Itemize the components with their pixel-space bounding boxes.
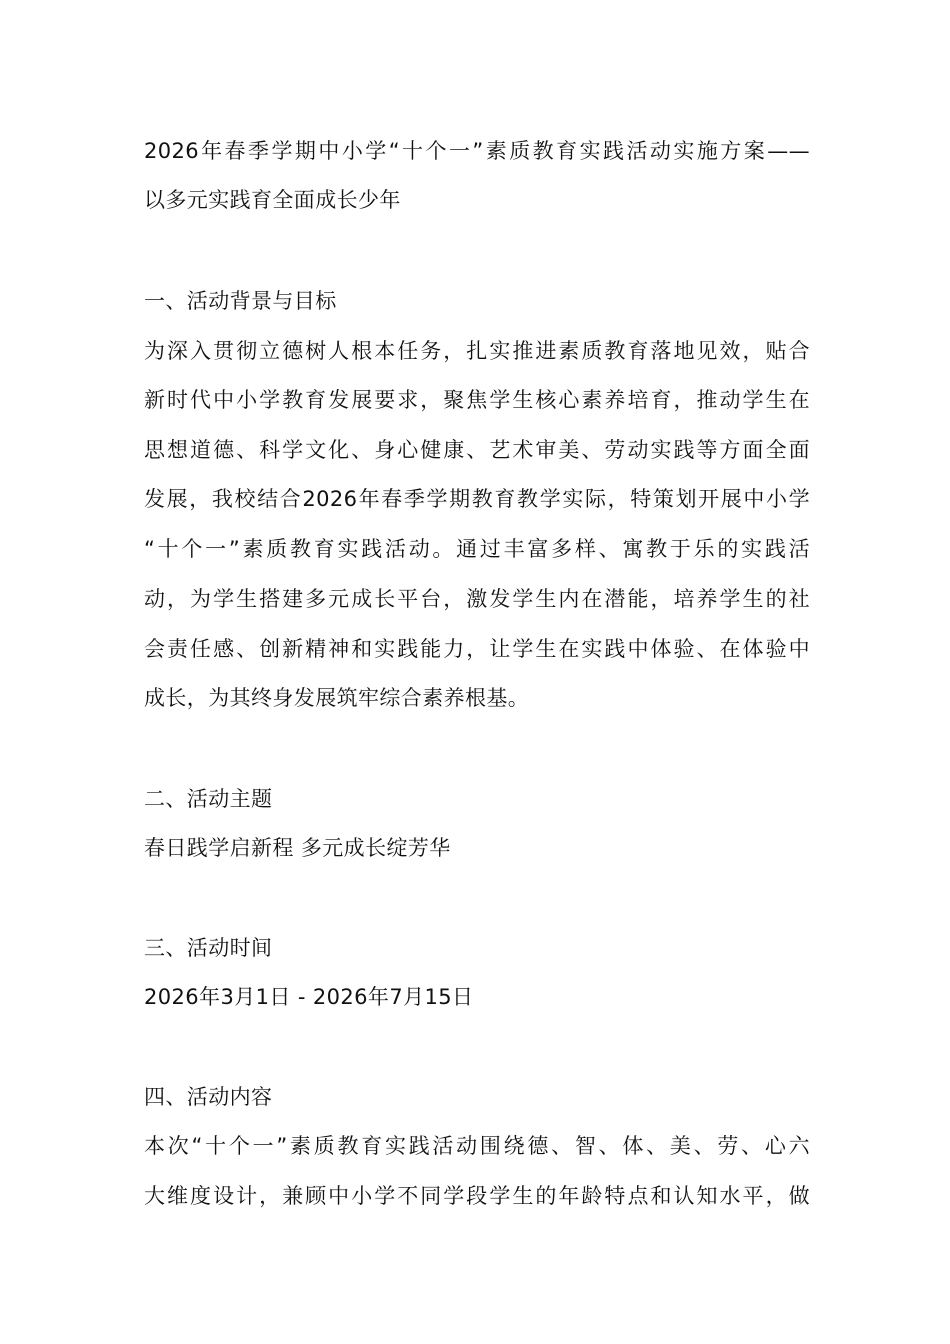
section-3-heading: 三、活动时间 bbox=[144, 936, 273, 960]
section-4-paragraph-line: 大维度设计，兼顾中小学不同学段学生的年龄特点和认知水平，做 bbox=[144, 1184, 810, 1208]
section-1-paragraph-line: 为深入贯彻立德树人根本任务，扎实推进素质教育落地见效，贴合 bbox=[144, 339, 810, 363]
section-1-paragraph-line: 思想道德、科学文化、身心健康、艺术审美、劳动实践等方面全面 bbox=[144, 438, 810, 462]
section-3-content: 2026年3月1日 - 2026年7月15日 bbox=[144, 985, 474, 1009]
section-4-heading: 四、活动内容 bbox=[144, 1085, 273, 1109]
section-2-heading: 二、活动主题 bbox=[144, 787, 273, 811]
section-1-paragraph-line: 发展，我校结合2026年春季学期教育教学实际，特策划开展中小学 bbox=[144, 487, 810, 511]
section-4-paragraph-line: 本次“十个一”素质教育实践活动围绕德、智、体、美、劳、心六 bbox=[144, 1134, 810, 1158]
section-1-paragraph-line: 动，为学生搭建多元成长平台，激发学生内在潜能，培养学生的社 bbox=[144, 587, 810, 611]
section-2-content: 春日践学启新程 多元成长绽芳华 bbox=[144, 836, 451, 860]
section-1-paragraph-line: 成长，为其终身发展筑牢综合素养根基。 bbox=[144, 686, 530, 710]
section-1-paragraph-line: “十个一”素质教育实践活动。通过丰富多样、寓教于乐的实践活 bbox=[144, 537, 810, 561]
document-title-line-2: 以多元实践育全面成长少年 bbox=[144, 188, 401, 212]
document-title-line-1: 2026年春季学期中小学“十个一”素质教育实践活动实施方案—— bbox=[144, 139, 810, 163]
section-1-paragraph-line: 会责任感、创新精神和实践能力，让学生在实践中体验、在体验中 bbox=[144, 637, 810, 661]
section-1-heading: 一、活动背景与目标 bbox=[144, 289, 337, 313]
section-1-paragraph-line: 新时代中小学教育发展要求，聚焦学生核心素养培育，推动学生在 bbox=[144, 388, 810, 412]
